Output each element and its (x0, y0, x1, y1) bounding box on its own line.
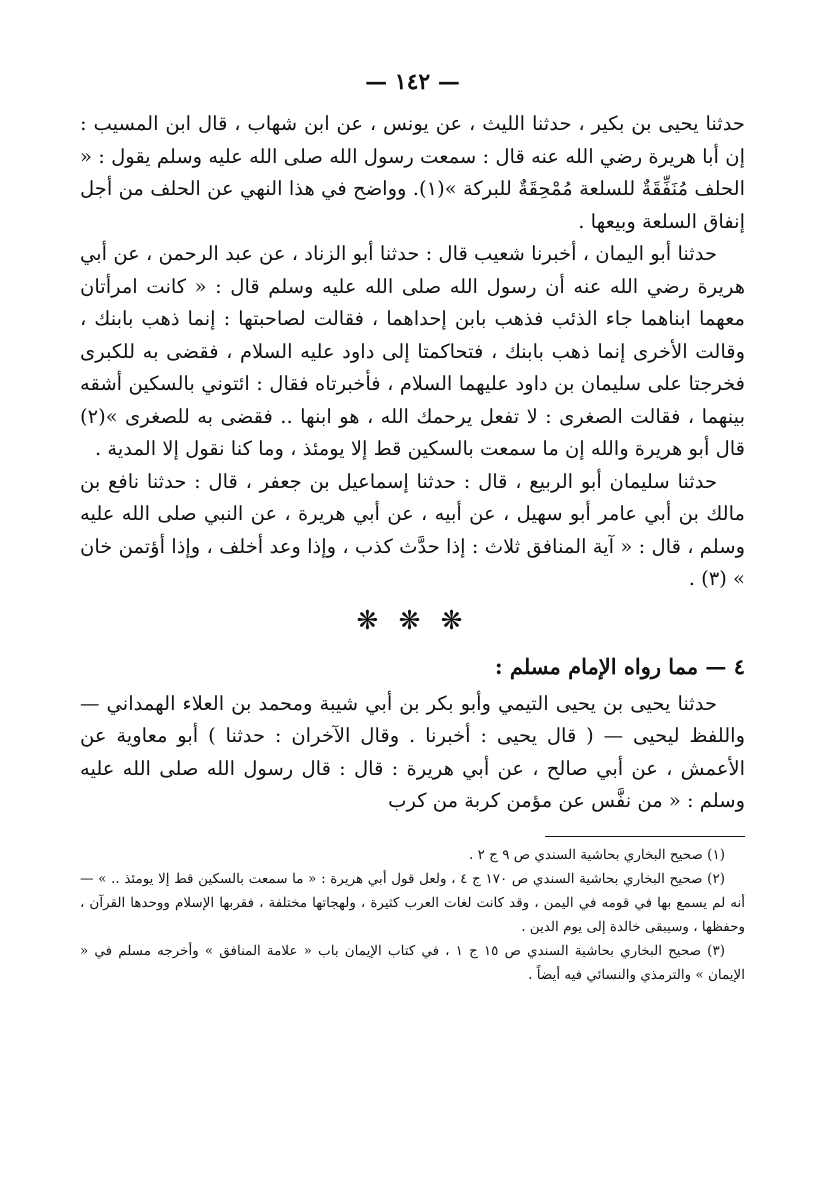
footnote-1: (١) صحيح البخاري بحاشية السندي ص ٩ ج ٢ . (469, 846, 725, 863)
footnote-2: (٢) صحيح البخاري بحاشية السندي ص ١٧٠ ج ٤ ، ولعل قول أبي هريرة : « ما سمعت بالسكين قط إلا يومئذ .. » — أنه لم يسمع بها في قومه في اليمن ، وقد كانت لغات العرب كثيرة ، ولهجاتها مختلفة ، فقربها الإسلام ووحدها القرآن ، وحفظها ، وسيبقى خالدة إلى يوم الدين . (80, 870, 745, 935)
page-number: — ١٤٢ — (365, 69, 460, 95)
footnote-divider (545, 836, 745, 837)
section-heading: ٤ — مما رواه الإمام مسلم : (494, 653, 745, 679)
hadith-paragraph-2: حدثنا أبو اليمان ، أخبرنا شعيب قال : حدثنا أبو الزناد ، عن عبد الرحمن ، عن أبي هريرة رضي الله عنه أن رسول الله صلى الله عليه وسلم قال : « كانت امرأتان معهما ابناهما جاء الذئب فذهب بابن إحداهما ، فقالت لصاحبتها : إنما ذهب بابنك ، وقالت الأخرى إنما ذهب بابنك ، فتحاكمتا إلى داود عليه السلام ، فقضى به للكبرى فخرجتا على سليمان بن داود عليهما السلام ، فأخبرتاه فقال : ائتوني بالسكين أشقه بينهما ، فقالت الصغرى : لا تفعل يرحمك الله ، هو ابنها .. فقضى به للصغرى »(٢) قال أبو هريرة والله إن ما سمعت بالسكين قط إلا يومئذ ، وما كنا نقول إلا المدية . (80, 242, 745, 460)
section-paragraph: حدثنا يحيى بن يحيى التيمي وأبو بكر بن أبي شيبة ومحمد بن العلاء الهمداني — واللفظ ليحيى — ( قال يحيى : أخبرنا . وقال الآخران : حدثنا ) أبو معاوية عن الأعمش ، عن أبي صالح ، عن أبي هريرة : قال : قال رسول الله صلى الله عليه وسلم : « من نفَّس عن مؤمن كربة من كرب (80, 691, 745, 812)
ornament-separator: ❋ ❋ ❋ (356, 605, 469, 636)
footnote-3: (٣) صحيح البخاري بحاشية السندي ص ١٥ ج ١ ، في كتاب الإيمان باب « علامة المنافق » وأخرجه مسلم في « الإيمان » والترمذي والنسائي فيه أيضاً . (80, 942, 745, 983)
hadith-paragraph-1: حدثنا يحيى بن بكير ، حدثنا الليث ، عن يونس ، عن ابن شهاب ، قال ابن المسيب : إن أبا هريرة رضي الله عنه قال : سمعت رسول الله صلى الله عليه وسلم يقول : « الحلف مُنَفِّقَةٌ للسلعة مُمْحِقَةٌ للبركة »(١). وواضح في هذا النهي عن الحلف من أجل إنفاق السلعة وبيعها . (80, 112, 745, 233)
hadith-paragraph-3: حدثنا سليمان أبو الربيع ، قال : حدثنا إسماعيل بن جعفر ، قال : حدثنا نافع بن مالك بن أبي عامر أبو سهيل ، عن أبيه ، عن أبي هريرة ، عن النبي صلى الله عليه وسلم ، قال : « آية المنافق ثلاث : إذا حدَّث كذب ، وإذا وعد أخلف ، وإذا أؤتمن خان » (٣) . (80, 469, 745, 590)
